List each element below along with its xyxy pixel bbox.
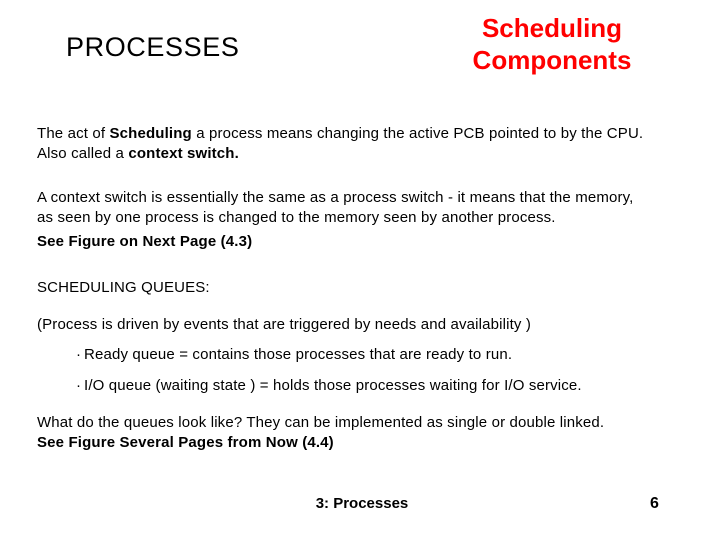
para1-line1-pre: The act of	[37, 125, 110, 142]
bullet-text-ready-queue: Ready queue = contains those processes that are ready to run.	[84, 346, 513, 363]
para1-line2	[37, 144, 239, 164]
section-title-line-2: Components	[472, 45, 632, 75]
page-title: PROCESSES	[66, 32, 240, 62]
section-title-line-1: Scheduling	[481, 13, 623, 43]
footer-label: 3: Processes	[315, 495, 409, 512]
para2-line2: as seen by one process is changed to the memory seen by another process.	[37, 209, 556, 226]
figure-reference-4-3: See Figure on Next Page (4.3)	[37, 233, 253, 250]
section-title	[462, 12, 642, 76]
queues-intro: (Process is driven by events that are triggered by needs and availability )	[37, 316, 531, 333]
bullet-icon: ·	[76, 346, 82, 363]
para1-line1-bold: Scheduling	[109, 125, 192, 142]
para1-line1-post: a process means changing the active PCB pointed to by the CPU.	[191, 125, 644, 142]
bullet-text-io-queue: I/O queue (waiting state ) = holds those processes waiting for I/O service.	[84, 377, 582, 394]
para1-line1	[37, 124, 643, 144]
para1-line2-pre: Also called a	[37, 145, 129, 162]
para1-line2-bold: context switch.	[128, 145, 239, 162]
para2-line1: A context switch is essentially the same as a process switch - it means that the memory,	[37, 189, 634, 206]
list-item	[76, 345, 512, 365]
para3-line1: What do the queues look like? They can be implemented as single or double linked.	[37, 414, 605, 431]
queues-heading: SCHEDULING QUEUES:	[37, 279, 210, 296]
figure-reference-4-4: See Figure Several Pages from Now (4.4)	[37, 434, 334, 451]
list-item	[76, 376, 582, 396]
page-number: 6	[650, 495, 659, 512]
bullet-icon: ·	[76, 377, 82, 394]
